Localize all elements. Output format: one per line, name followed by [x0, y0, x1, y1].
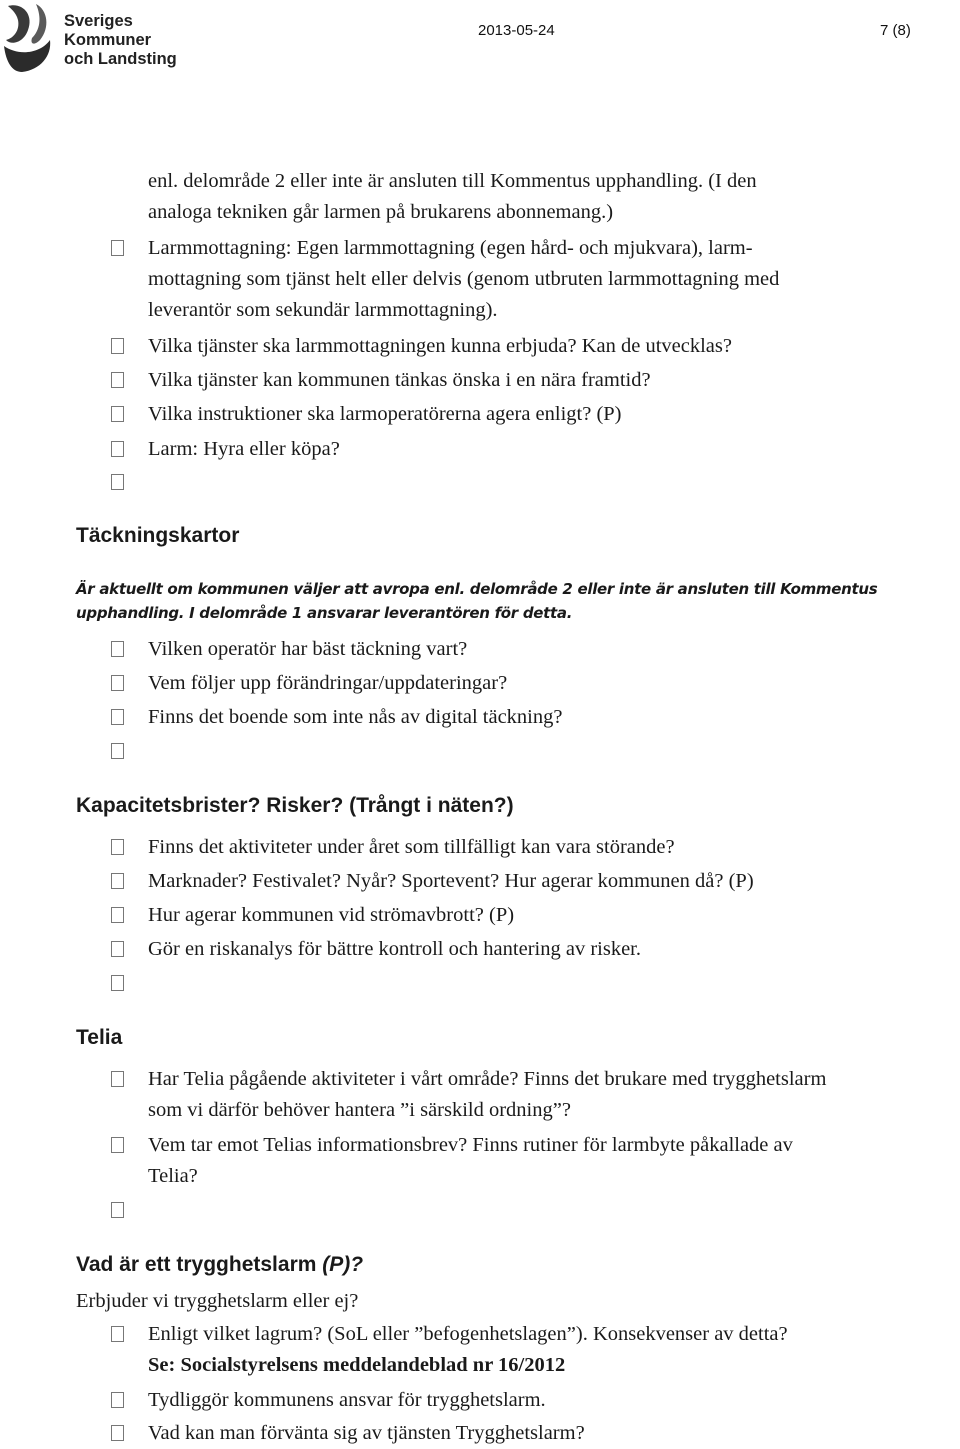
header-date: 2013-05-24 — [478, 22, 555, 39]
trygghet-intro: Erbjuder vi trygghetslarm eller ej? — [76, 1290, 359, 1312]
bullet-icon — [111, 1202, 124, 1218]
bullet-icon — [111, 675, 124, 691]
bullet-icon — [111, 338, 124, 354]
note-line-1: Är aktuellt om kommunen väljer att avropa enl. delområde 2 eller inte är ansluten till Kommentus — [76, 580, 878, 598]
note-line-2: upphandling. I delområde 1 ansvarar leverantören för detta. — [76, 604, 573, 622]
list-item-telia-aktiviteter-1: Har Telia pågående aktiviteter i vårt område? Finns det brukare med trygghetslarm — [148, 1068, 827, 1090]
list-item-stromavbrott: Hur agerar kommunen vid strömavbrott? (P) — [148, 904, 515, 926]
bullet-icon — [111, 441, 124, 457]
list-item-lagrum: Enligt vilket lagrum? (SoL eller ”befogenhetslagen”). Konsekvenser av detta? — [148, 1323, 788, 1345]
list-item-uppdateringar: Vem följer upp förändringar/uppdateringar? — [148, 672, 508, 694]
list-item-telia-brev-2: Telia? — [148, 1165, 198, 1187]
list-item-larmmottagning-2: mottagning som tjänst helt eller delvis (genom utbruten larmmottagning med — [148, 268, 780, 290]
bullet-icon — [111, 1392, 124, 1408]
logo-emblem-icon — [0, 0, 60, 76]
heading-trygghetslarm — [76, 1253, 363, 1277]
bullet-icon — [111, 839, 124, 855]
list-item-telia-brev-1: Vem tar emot Telias informationsbrev? Finns rutiner för larmbyte påkallade av — [148, 1134, 793, 1156]
bullet-icon — [111, 975, 124, 991]
bullet-icon — [111, 1326, 124, 1342]
list-item-boende: Finns det boende som inte nås av digital täckning? — [148, 706, 563, 728]
list-item-forvanta: Vad kan man förvänta sig av tjänsten Trygghetslarm? — [148, 1422, 585, 1444]
org-logo — [0, 0, 200, 78]
list-item-instruktioner: Vilka instruktioner ska larmoperatörerna agera enligt? (P) — [148, 403, 622, 425]
org-name-line-3: och Landsting — [64, 50, 177, 68]
heading-trygghetslarm-suffix: (P)? — [322, 1253, 364, 1276]
heading-kapacitetsbrister: Kapacitetsbrister? Risker? (Trångt i näten?) — [76, 794, 514, 817]
list-item-aktiviteter: Finns det aktiviteter under året som tillfälligt kan vara störande? — [148, 836, 675, 858]
list-item-riskanalys: Gör en riskanalys för bättre kontroll och hantering av risker. — [148, 938, 641, 960]
list-item-marknader: Marknader? Festivalet? Nyår? Sportevent? Hur agerar kommunen då? (P) — [148, 870, 754, 892]
intro-line-1: enl. delområde 2 eller inte är ansluten till Kommentus upphandling. (I den — [148, 170, 757, 192]
bullet-icon — [111, 406, 124, 422]
bullet-icon — [111, 1137, 124, 1153]
heading-telia: Telia — [76, 1026, 123, 1049]
bullet-icon — [111, 743, 124, 759]
list-item-larmmottagning-3: leverantör som sekundär larmmottagning). — [148, 299, 498, 321]
list-item-framtid: Vilka tjänster kan kommunen tänkas önska i en nära framtid? — [148, 369, 651, 391]
heading-tackningskartor: Täckningskartor — [76, 524, 240, 547]
list-item-telia-aktiviteter-2: som vi därför behöver hantera ”i särskild ordning”? — [148, 1099, 571, 1121]
list-item-tjanster: Vilka tjänster ska larmmottagningen kunna erbjuda? Kan de utvecklas? — [148, 335, 732, 357]
org-name — [64, 12, 177, 69]
bullet-icon — [111, 474, 124, 490]
bullet-icon — [111, 907, 124, 923]
list-item-larmmottagning-1: Larmmottagning: Egen larmmottagning (egen hård- och mjukvara), larm- — [148, 237, 753, 259]
bullet-icon — [111, 873, 124, 889]
intro-line-2: analoga tekniken går larmen på brukarens abonnemang.) — [148, 201, 614, 223]
org-name-line-1: Sveriges — [64, 12, 133, 30]
bullet-icon — [111, 240, 124, 256]
bullet-icon — [111, 1425, 124, 1441]
bullet-icon — [111, 641, 124, 657]
list-item-hyra: Larm: Hyra eller köpa? — [148, 438, 340, 460]
page-number: 7 (8) — [880, 22, 911, 39]
bullet-icon — [111, 1071, 124, 1087]
list-item-operator: Vilken operatör har bäst täckning vart? — [148, 638, 468, 660]
reference-meddelandeblad: Se: Socialstyrelsens meddelandeblad nr 16/2012 — [148, 1354, 566, 1376]
heading-trygghetslarm-main: Vad är ett trygghetslarm — [76, 1253, 323, 1276]
org-name-line-2: Kommuner — [64, 31, 152, 49]
bullet-icon — [111, 941, 124, 957]
list-item-ansvar: Tydliggör kommunens ansvar för trygghetslarm. — [148, 1389, 546, 1411]
bullet-icon — [111, 709, 124, 725]
bullet-icon — [111, 372, 124, 388]
